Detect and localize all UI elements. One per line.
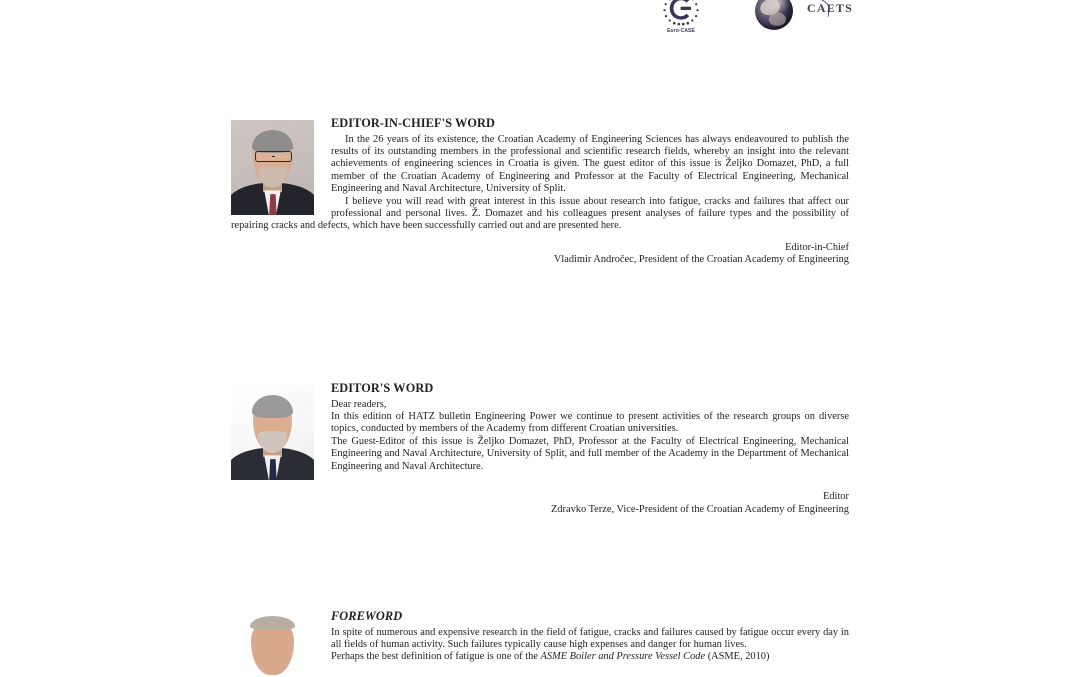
paragraph-editors-word-2: The Guest-Editor of this issue is Željko Domazet, PhD, Professor at the Faculty of Electrical Engineering, Mechanical Engineering and Naval Architecture, University of Split, and full member of the Academy in the Department of Mechanical Engineering and Naval Architecture. [231,436,849,473]
foreword-cited-title: ASME Boiler and Pressure Vessel Code [541,651,706,662]
eurocase-wordmark: Euro-CASE [658,28,704,34]
section-editors-word [231,381,849,516]
heading-foreword: FOREWORD [231,609,849,624]
caets-globe-icon [755,0,793,30]
portrait-editor [231,385,314,480]
paragraph-editor-in-chief-2: I believe you will read with great interest in this issue about research into fatigue, cracks and failures that affect our professional and personal lives. Ž. Domazet and his colleagues present analyses of failure types and the possibility of repairing cracks and defects, which have been successfully carried out and are presented here. [231,196,849,233]
signoff-role-editor: Editor [231,491,849,504]
section-foreword [231,609,849,677]
signoff-name-editor: Zdravko Terze, Vice-President of the Croatian Academy of Engineering [231,504,849,517]
eurocase-logo-icon [661,0,701,28]
foreword-line-suffix: (ASME, 2010) [705,651,769,662]
paragraph-editor-in-chief-1: In the 26 years of its existence, the Croatian Academy of Engineering Sciences has always endeavoured to publish the results of its outstanding members in the professional and scientific research fields, whereby an insight into the relevant achievements of engineering sciences in Croatia is given. The guest editor of this issue is Željko Domazet, PhD, a full member of the Croatian Academy of Engineering and Professor at the Faculty of Electrical Engineering, Mechanical Engineering and Naval Architecture, University of Split. [231,134,849,196]
signoff-editors-word [231,482,849,516]
signoff-editor-in-chief [231,233,849,267]
caets-logo [755,0,865,34]
paragraph-foreword-1: In spite of numerous and expensive research in the field of fatigue, cracks and failures caused by fatigue occur every day in all fields of human activity. Such failures typically cause high expenses and danger for human lives. [231,627,849,652]
eyeglasses-icon [255,151,292,162]
paragraph-foreword-2 [231,651,849,663]
paragraph-editors-word-1: In this edition of HATZ bulletin Engineering Power we continue to present activities of the research groups on diverse topics, conducted by members of the Academy from different Croatian universities. [231,411,849,436]
portrait-foreword-author [231,613,314,675]
caets-wordmark: CAETS [807,1,853,16]
heading-editors-word: EDITOR'S WORD [231,381,849,396]
portrait-editor-in-chief [231,120,314,215]
signoff-role-editor-in-chief: Editor-in-Chief [231,242,849,255]
masthead-logos [0,0,1080,46]
heading-editor-in-chief: EDITOR-IN-CHIEF'S WORD [231,116,849,131]
foreword-line-prefix: Perhaps the best definition of fatigue is one of the [331,651,541,662]
section-editor-in-chief [231,116,849,267]
salutation-editors-word: Dear readers, [231,399,849,411]
signoff-name-editor-in-chief: Vladimir Andročec, President of the Croatian Academy of Engineering [231,254,849,267]
eurocase-logo [658,0,704,40]
